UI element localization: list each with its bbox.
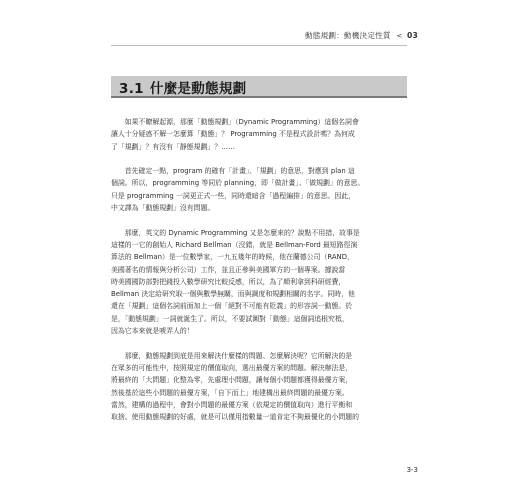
page-number: 3-3 [406, 466, 418, 474]
text-line: 如果不瞭解起源，那麼「動態規劃」（Dynamic Programming）這個名詞會 [111, 118, 359, 126]
text-line: 時美國國防部對把錢投入數學研究比較反感，所以，為了順利拿到科研經費， [111, 277, 346, 286]
text-line: 美國著名的情報與分析公司）工作，並且正參與美國軍方的一個專案。據說當 [111, 265, 346, 274]
paragraph [111, 116, 407, 153]
body-text [111, 116, 407, 436]
text-line: 是，「動態規劃」一詞就誕生了。所以，不要試圖對「動態」這個詞追根究柢， [111, 314, 349, 323]
text-line: 還在「規劃」這個名詞前面加上一個「絕對不可能有貶義」的形容詞一動態。於 [111, 302, 353, 311]
text-line: 這樣的一它的創始人 Richard Bellman（沒錯，就是 Bellman-Ford 最短路徑演 [111, 240, 358, 249]
chapter-title: 動態規劃：動機決定性質 [304, 31, 391, 40]
section-heading [119, 77, 246, 97]
text-line: 首先確定一點，program 的確有「計畫」、「規劃」的意思，對應到 plan 這 [111, 167, 355, 176]
paragraph [111, 227, 407, 338]
text-line: 當然，建構的過程中，會對小問題的最優方案（依規定的價值取向）進行平衡和 [111, 400, 353, 409]
chapter-number: 03 [407, 31, 418, 40]
running-header [305, 30, 418, 41]
text-line: 只是 programming 一詞更正式一些，同時還暗含「過程編排」的意思。因此， [111, 191, 356, 200]
text-line: 取捨。使用動態規劃的好處，就是可以僅用指數量一道肯定不夠最優化的小問題的 [111, 413, 360, 422]
text-line: 因為它本來就是唬弄人的！ [111, 327, 194, 336]
text-line: 中文譯為「動態規劃」沒有問題。 [111, 204, 215, 213]
text-line: 了「規劃」？有沒有「靜態規劃」？…… [111, 142, 236, 151]
section-heading-band [111, 76, 407, 98]
section-title-text: 什麼是動態規劃 [149, 81, 247, 97]
text-line: 讓人十分疑惑不解一怎麼算「動態」？ Programming 不是程式設計嗎？為何成 [111, 130, 355, 139]
text-line: 那麼，英文的 Dynamic Programming 又是怎麼來的？說點不用措，故事是 [111, 228, 360, 237]
text-line: 在眾多的可能性中，按照規定的價值取向，選出最優方案的問題。解決辦法是， [111, 363, 353, 372]
chevron-left-icon: < [396, 32, 403, 40]
text-line: 將最終的「大問題」化整為零，先處理小問題，讓每個小問題都獲得最優方案， [111, 376, 353, 385]
section-number: 3.1 [119, 81, 144, 97]
text-line: 個詞。所以，programming 等同於 planning，即「做計畫」、「做規劃」的意思。 [111, 179, 365, 188]
text-line: Bellman 決定給研究取一個與數學無關，而與調度和規劃相關的名字。同時，他 [111, 290, 355, 299]
header-divider [111, 45, 407, 46]
text-line: 那麼，動態規劃到底是用來解決什麼樣的問題、怎麼解決呢？它所解決的是 [111, 351, 353, 360]
text-line: 然後基於這些小問題的最優方案，「自下而上」地建構出最終問題的最優方案。 [111, 388, 349, 397]
paragraph [111, 350, 407, 424]
paragraph [111, 165, 407, 214]
text-line: 算法的 Bellman）是一位數學家，一九五幾年的時候，他在蘭德公司（RAND， [111, 253, 354, 262]
